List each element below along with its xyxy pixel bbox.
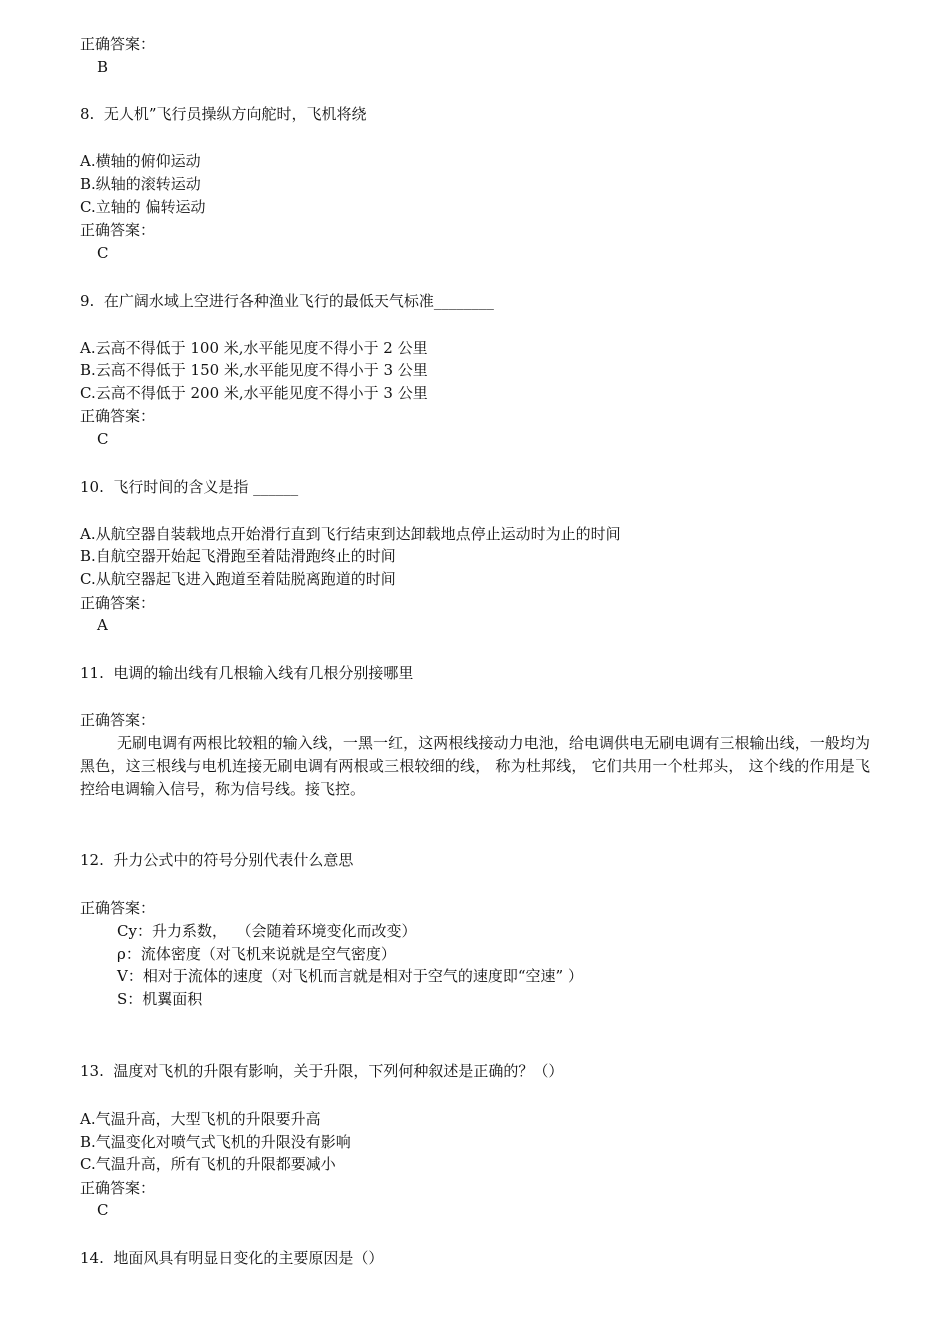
text-line: 正确答案： <box>80 594 156 612</box>
text-line: 12. 升力公式中的符号分别代表什么意思 <box>80 851 354 869</box>
text-line: A.从航空器自装载地点开始滑行直到飞行结束到达卸载地点停止运动时为止的时间 <box>80 525 621 543</box>
text-line: C <box>97 1201 109 1219</box>
text-line: B <box>97 58 109 76</box>
text-line: ρ：流体密度（对飞机来说就是空气密度） <box>117 945 396 963</box>
text-line: A <box>97 616 108 634</box>
text-line: A.气温升高，大型飞机的升限要升高 <box>80 1110 321 1128</box>
text-line: C.立轴的 偏转运动 <box>80 198 206 216</box>
text-line: 正确答案： <box>80 221 156 239</box>
text-line: S：机翼面积 <box>117 990 203 1008</box>
text-line: 正确答案： <box>80 711 156 729</box>
text-line: 14. 地面风具有明显日变化的主要原因是（） <box>80 1249 384 1267</box>
text-line: B.云高不得低于 150 米,水平能见度不得小于 3 公里 <box>80 361 428 379</box>
text-line: 9. 在广阔水域上空进行各种渔业飞行的最低天气标准________ <box>80 292 494 310</box>
text-line: C <box>97 244 109 262</box>
text-line: C.气温升高，所有飞机的升限都要减小 <box>80 1155 336 1173</box>
text-line: Cy：升力系数， （会随着环境变化而改变） <box>117 922 417 940</box>
text-line: A.云高不得低于 100 米,水平能见度不得小于 2 公里 <box>80 339 428 357</box>
text-line: C.从航空器起飞进入跑道至着陆脱离跑道的时间 <box>80 570 396 588</box>
text-line: 正确答案： <box>80 1179 156 1197</box>
text-line: C.云高不得低于 200 米,水平能见度不得小于 3 公里 <box>80 384 428 402</box>
text-line: 正确答案： <box>80 407 156 425</box>
text-line: 11. 电调的输出线有几根输入线有几根分别接哪里 <box>80 664 414 682</box>
text-line: B.纵轴的滚转运动 <box>80 175 201 193</box>
text-line: B.自航空器开始起飞滑跑至着陆滑跑终止的时间 <box>80 547 396 565</box>
text-line: V：相对于流体的速度（对飞机而言就是相对于空气的速度即“空速” ） <box>117 967 583 985</box>
text-line: 10. 飞行时间的含义是指 ______ <box>80 478 299 496</box>
text-line: 正确答案： <box>80 35 156 53</box>
text-line: 正确答案： <box>80 899 156 917</box>
text-line: C <box>97 430 109 448</box>
answer-paragraph: 无刷电调有两根比较粗的输入线，一黑一红，这两根线接动力电池，给电调供电无刷电调有三根输出线，一般均为黑色，这三根线与电机连接无刷电调有两根或三根较细的线， 称为杜邦线， 它们共用一个杜邦头， 这个线的作用是飞控给电调输入信号，称为信号线。接飞控。 <box>80 734 870 798</box>
text-line: B.气温变化对喷气式飞机的升限没有影响 <box>80 1133 351 1151</box>
text-line: A.横轴的俯仰运动 <box>80 152 201 170</box>
text-line: 8. 无人机”飞行员操纵方向舵时，飞机将绕 <box>80 105 367 123</box>
text-line: 13. 温度对飞机的升限有影响，关于升限，下列何种叙述是正确的？（） <box>80 1062 564 1080</box>
